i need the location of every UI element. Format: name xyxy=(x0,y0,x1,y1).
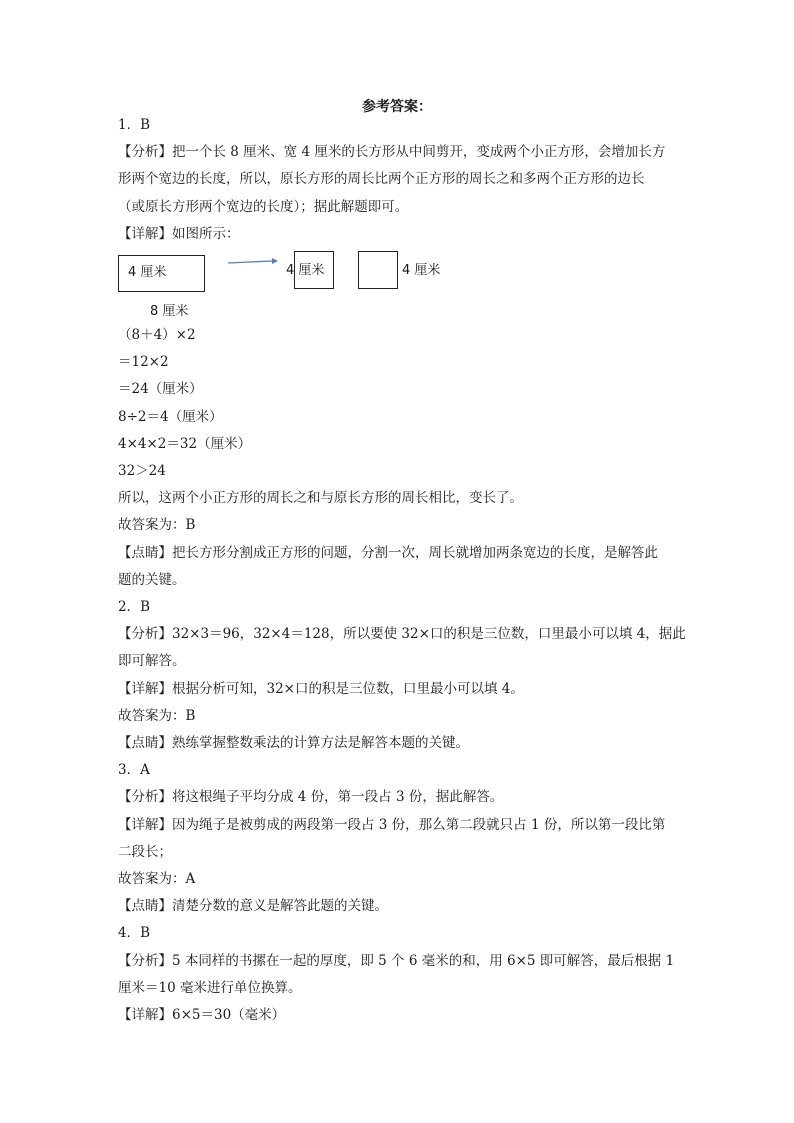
answer-block-1 xyxy=(118,112,688,248)
answer-content xyxy=(118,112,688,1029)
square-1-label: 4 厘米 xyxy=(286,263,325,279)
text-line: 【点睛】清楚分数的意义是解答此题的关键。 xyxy=(118,898,388,915)
text-line: 二段长； xyxy=(118,843,172,860)
rectangle-width-label: 4 厘米 xyxy=(128,265,167,281)
text-line: 所以，这两个小正方形的周长之和与原长方形的周长相比，变长了。 xyxy=(118,490,523,507)
text-line: 【分析】把一个长 8 厘米、宽 4 厘米的长方形从中间剪开，变成两个小正方形，会增加长方 xyxy=(118,144,666,161)
text-line: 【详解】根据分析可知，32×口的积是三位数，口里最小可以填 4。 xyxy=(118,680,524,697)
text-line: 【详解】6×5＝30（毫米） xyxy=(118,1007,286,1024)
text-line: ＝12×2 xyxy=(118,354,169,371)
text-line: 2．B xyxy=(118,599,151,616)
page-title: 参考答案： xyxy=(362,99,432,115)
rectangle-length-label: 8 厘米 xyxy=(150,304,189,320)
text-line: 【详解】因为绳子是被剪成的两段第一段占 3 份，那么第二段就只占 1 份，所以第一段比第 xyxy=(118,816,666,833)
text-line: 故答案为：B xyxy=(118,707,196,724)
text-line: 故答案为：B xyxy=(118,517,196,534)
cut-rectangle-figure xyxy=(118,248,688,318)
square-2-label: 4 厘米 xyxy=(402,263,441,279)
text-line: 32＞24 xyxy=(118,463,166,480)
text-line: ＝24（厘米） xyxy=(118,381,203,398)
text-line: 【分析】32×3＝96，32×4＝128，所以要使 32×口的积是三位数，口里最小可以填 4，据此 xyxy=(118,626,686,643)
text-line: 【点睛】把长方形分割成正方形的问题，分割一次，周长就增加两条宽边的长度，是解答此 xyxy=(118,544,658,561)
text-line: 【分析】5 本同样的书摞在一起的厚度，即 5 个 6 毫米的和，用 6×5 即可解答，最后根据 1 xyxy=(118,952,675,969)
text-line: （8＋4）×2 xyxy=(118,327,196,344)
text-line: 即可解答。 xyxy=(118,653,186,670)
text-line: 厘米＝10 毫米进行单位换算。 xyxy=(118,979,302,996)
answer-block-2 xyxy=(118,322,688,1029)
text-line: 形两个宽边的长度，所以，原长方形的周长比两个正方形的周长之和多两个正方形的边长 xyxy=(118,171,645,188)
text-line: 故答案为：A xyxy=(118,871,196,888)
small-square-2 xyxy=(358,251,398,289)
text-line: 4．B xyxy=(118,925,151,942)
text-line: 【详解】如图所示： xyxy=(118,225,240,242)
text-line: 1．B xyxy=(118,117,151,133)
text-line: 8÷2＝4（厘米） xyxy=(118,408,223,425)
text-line: 【点睛】熟练掌握整数乘法的计算方法是解答本题的关键。 xyxy=(118,735,469,752)
text-line: 3．A xyxy=(118,762,150,779)
text-line: 【分析】将这根绳子平均分成 4 份，第一段占 3 份，据此解答。 xyxy=(118,789,504,806)
arrow-icon xyxy=(227,256,279,268)
text-line: 4×4×2＝32（厘米） xyxy=(118,435,252,452)
text-line: （或原长方形两个宽边的长度）；据此解题即可。 xyxy=(118,198,409,215)
text-line: 题的关键。 xyxy=(118,571,186,588)
